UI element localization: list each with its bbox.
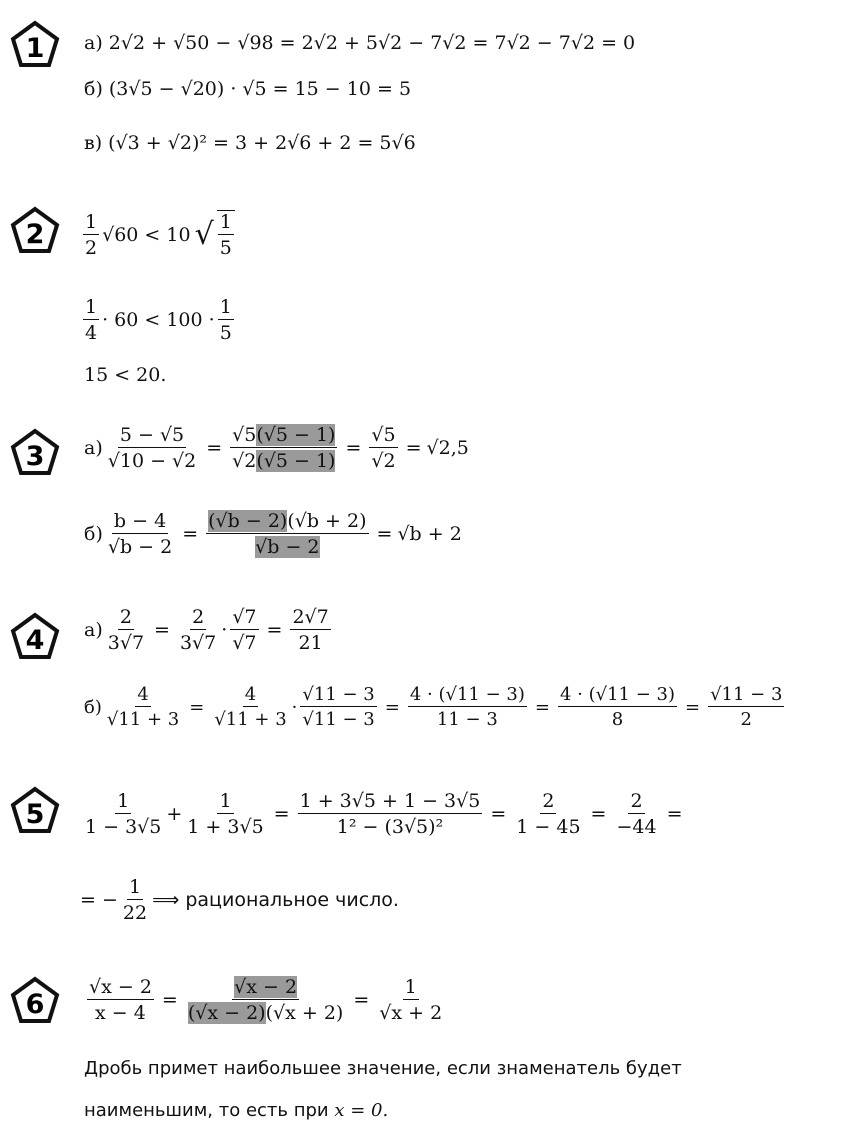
svg-text:1: 1 (25, 33, 45, 64)
p2-line-1: $\frac{1}{2}$ √60 < 10 √ $\frac{1}{5}$ (80, 210, 238, 259)
p4-line-a: а) $\frac{2}{3√7}$ = $\frac{2}{3√7}$ · $\frac{√7}{√7}$ = $\frac{2√7}{21}$ (84, 606, 329, 654)
svg-text:4: 4 (25, 625, 45, 656)
problem-number-4 (10, 612, 60, 660)
p2-line-3: 15 < 20. (84, 364, 167, 386)
p1-line-a: а) 2√2 + √50 − √98 = 2√2 + 5√2 − 7√2 = 7√2 − 7√2 = 0 (84, 32, 636, 54)
problem-number-6 (10, 976, 60, 1024)
svg-text:2: 2 (25, 219, 45, 250)
problem-number-5 (10, 786, 60, 834)
p1-line-c: в) (√3 + √2)² = 3 + 2√6 + 2 = 5√6 (84, 132, 416, 154)
p5-line-2: = − $\frac{1}{22}$ ⟹ рациональное число. (80, 876, 399, 924)
problem-number-3 (10, 428, 60, 476)
p1-line-b: б) (3√5 − √20) · √5 = 15 − 10 = 5 (84, 78, 412, 100)
p3-line-a: а) $\frac{5 - √5}{√10 - √2}$ = $\frac{√5(√5 - 1)}{√2(√5 - 1)}$ = $\frac{√5}{√2}$ = √2,5 (84, 424, 469, 472)
p6-text-2: наименьшим, то есть при x = 0. (84, 1100, 389, 1121)
p6-line-1: $\frac{√x - 2}{x - 4}$ = $\frac{√x - 2}{(√x - 2)(√x + 2)}$ = $\frac{1}{√x + 2}$ (89, 976, 443, 1024)
p2-line-2: $\frac{1}{4}$ · 60 < 100 · $\frac{1}{5}$ (85, 296, 232, 344)
svg-text:5: 5 (25, 799, 45, 830)
svg-text:6: 6 (25, 989, 45, 1020)
p3-line-b: б) $\frac{b - 4}{√b - 2}$ = $\frac{(√b - 2)(√b + 2)}{√b - 2}$ = √b + 2 (84, 510, 462, 558)
p5-line-1: $\frac{1}{1 - 3√5}$ + $\frac{1}{1 + 3√5}$ = $\frac{1 + 3√5 + 1 - 3√5}{\text{1² − (3√5)²}}$ = $\frac{2}{1 - 45}$ = $\frac{2}{-44}$ = (85, 790, 683, 838)
problem-number-1 (10, 20, 60, 68)
svg-text:3: 3 (25, 441, 45, 472)
p6-text-1: Дробь примет наибольшее значение, если знаменатель будет (84, 1058, 682, 1079)
problem-number-2 (10, 206, 60, 254)
p4-line-b: б) $\frac{4}{√11 + 3}$ = $\frac{4}{√11 + 3}$ · $\frac{√11 - 3}{√11 - 3}$ = $\frac{4 \cdot (√11 - 3)}{11 - 3}$ = $\frac{4 \cdot (√11 - 3)}{8}$ = $\frac{√11 - 3}{2}$ (84, 684, 783, 730)
